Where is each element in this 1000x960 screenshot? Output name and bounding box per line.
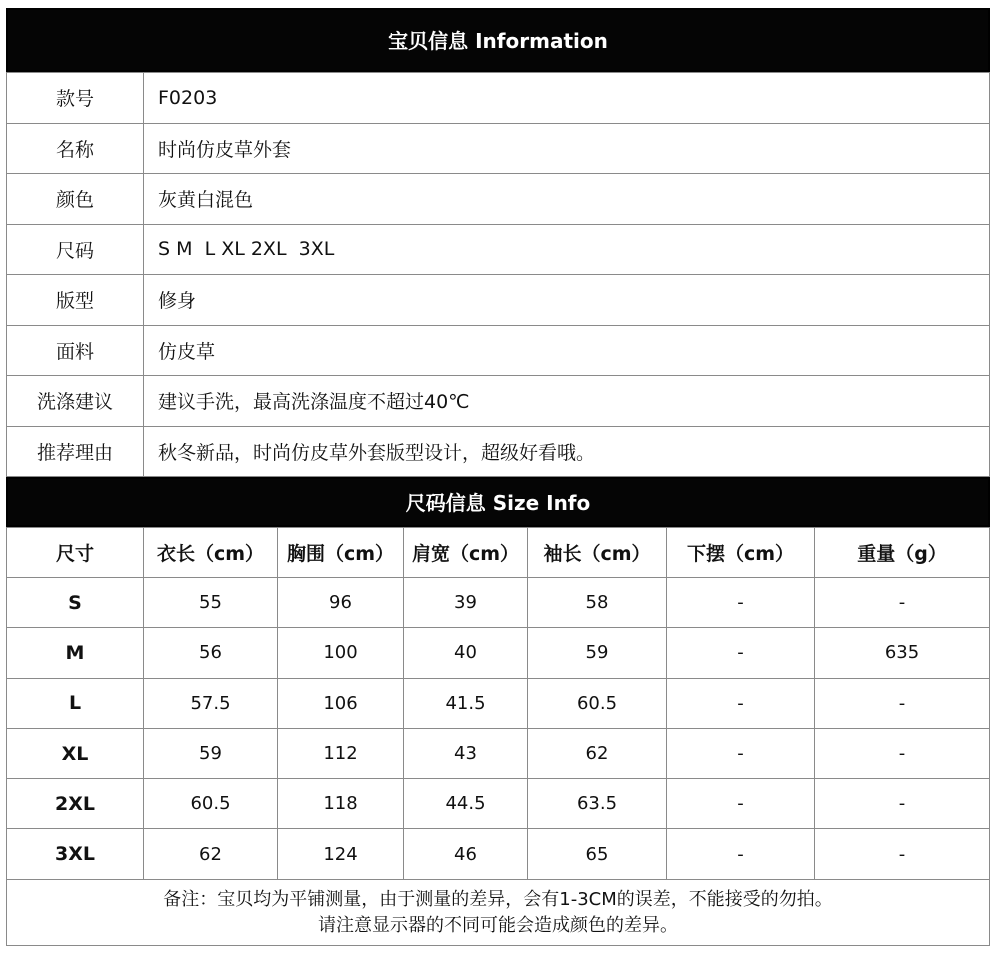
size-row [7,578,990,628]
info-row-reason [7,426,990,477]
product-sheet [6,8,990,946]
info-label: 推荐理由 [7,426,144,477]
size-cell: 124 [278,829,404,879]
info-section-title: 宝贝信息 Information [6,8,990,72]
size-cell: 57.5 [144,678,278,728]
size-cell: - [667,578,815,628]
info-value: 仿皮草 [144,325,990,376]
info-label: 尺码 [7,224,144,275]
size-row [7,779,990,829]
size-cell: - [815,779,990,829]
size-cell: 62 [528,728,667,778]
remarks-line-2: 请注意显示器的不同可能会造成颜色的差异。 [318,914,678,936]
size-cell: 63.5 [528,779,667,829]
info-value: S M L XL 2XL 3XL [144,224,990,275]
size-header: 下摆（cm） [667,528,815,578]
info-row-fit [7,275,990,326]
size-cell: 59 [144,728,278,778]
info-table [6,72,990,477]
size-cell: - [815,829,990,879]
remarks-line-1: 备注：宝贝均为平铺测量，由于测量的差异，会有1-3CM的误差，不能接受的勿拍。 [163,888,833,910]
size-cell: 65 [528,829,667,879]
size-cell: 3XL [7,829,144,879]
info-value: 修身 [144,275,990,326]
size-cell: 62 [144,829,278,879]
info-label: 名称 [7,123,144,174]
info-row-color [7,174,990,225]
size-cell: L [7,678,144,728]
size-section-title: 尺码信息 Size Info [6,477,990,527]
size-cell: S [7,578,144,628]
size-cell: XL [7,728,144,778]
size-cell: M [7,628,144,678]
size-cell: 60.5 [144,779,278,829]
size-cell: 55 [144,578,278,628]
info-label: 款号 [7,73,144,124]
size-cell: 118 [278,779,404,829]
size-cell: - [667,829,815,879]
size-row [7,628,990,678]
size-row [7,728,990,778]
info-label: 面料 [7,325,144,376]
size-cell: 44.5 [404,779,528,829]
size-header: 重量（g） [815,528,990,578]
size-cell: - [815,678,990,728]
size-row [7,678,990,728]
size-cell: 46 [404,829,528,879]
info-label: 版型 [7,275,144,326]
info-row-sizes [7,224,990,275]
info-row-fabric [7,325,990,376]
info-value: 时尚仿皮草外套 [144,123,990,174]
size-header-row [7,528,990,578]
size-cell: 40 [404,628,528,678]
size-cell: - [667,728,815,778]
size-cell: 635 [815,628,990,678]
size-cell: 41.5 [404,678,528,728]
size-cell: - [667,779,815,829]
size-header: 胸围（cm） [278,528,404,578]
size-cell: 100 [278,628,404,678]
info-row-washing [7,376,990,427]
size-table [6,527,990,880]
info-value: 建议手洗，最高洗涤温度不超过40℃ [144,376,990,427]
size-cell: 112 [278,728,404,778]
size-cell: 43 [404,728,528,778]
size-cell: 60.5 [528,678,667,728]
size-header: 袖长（cm） [528,528,667,578]
size-cell: 58 [528,578,667,628]
size-header: 衣长（cm） [144,528,278,578]
size-cell: 59 [528,628,667,678]
remarks-note [6,880,990,946]
size-cell: 56 [144,628,278,678]
size-cell: - [815,728,990,778]
size-header: 肩宽（cm） [404,528,528,578]
size-cell: 2XL [7,779,144,829]
size-header: 尺寸 [7,528,144,578]
size-cell: 39 [404,578,528,628]
size-cell: - [815,578,990,628]
info-label: 颜色 [7,174,144,225]
info-value: 秋冬新品，时尚仿皮草外套版型设计，超级好看哦。 [144,426,990,477]
info-value: 灰黄白混色 [144,174,990,225]
size-cell: - [667,678,815,728]
size-cell: 96 [278,578,404,628]
size-cell: - [667,628,815,678]
info-row-style-number [7,73,990,124]
info-value: F0203 [144,73,990,124]
size-cell: 106 [278,678,404,728]
info-row-name [7,123,990,174]
size-row [7,829,990,879]
info-label: 洗涤建议 [7,376,144,427]
